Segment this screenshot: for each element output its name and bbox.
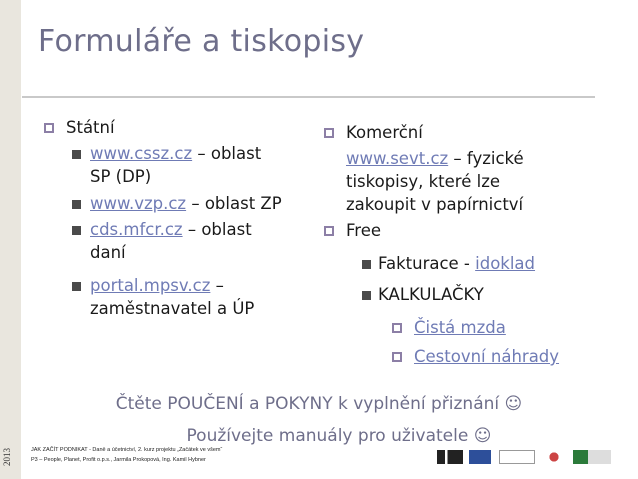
list-item-text: – <box>210 276 224 295</box>
state-heading: Státní <box>66 118 115 137</box>
footer-line-2: P3 – People, Planet, Profit o.p.s., Jarmila Prokopová, Ing. Kamil Hybner <box>31 457 206 463</box>
travel-expenses-link[interactable]: Cestovní náhrady <box>414 347 560 366</box>
commercial-heading: Komerční <box>346 123 423 142</box>
mpsv-link[interactable]: portal.mpsv.cz <box>90 276 211 295</box>
hollow-square-bullet-icon <box>392 352 402 362</box>
slide-title: Formuláře a tiskopisy <box>38 24 365 59</box>
invoicing-text: Fakturace - <box>378 254 476 273</box>
list-item-text: – oblast <box>182 220 252 239</box>
list-item-text-line2: SP (DP) <box>90 167 152 186</box>
list-item-text: – oblast ZP <box>186 194 282 213</box>
year-label: 2013 <box>2 448 12 466</box>
list-item <box>322 252 622 283</box>
list-item-text-line2: daní <box>90 243 126 262</box>
sevt-link[interactable]: www.sevt.cz <box>346 149 449 168</box>
list-item <box>322 283 622 316</box>
free-heading: Free <box>346 221 382 240</box>
filled-square-bullet-icon <box>72 282 81 291</box>
ministry-logo <box>541 450 567 464</box>
idoklad-link[interactable]: idoklad <box>475 254 536 273</box>
notice-read-instructions: Čtěte POUČENÍ a POKYNY k vyplnění přiznání ☺ <box>115 394 523 414</box>
title-divider <box>22 96 595 98</box>
hollow-square-bullet-icon <box>44 123 54 133</box>
calculators-label: KALKULAČKY <box>378 285 484 304</box>
program-logo <box>499 450 535 464</box>
hollow-square-bullet-icon <box>324 226 334 236</box>
list-item <box>322 345 622 371</box>
vzp-link[interactable]: www.vzp.cz <box>90 194 187 213</box>
net-salary-link[interactable]: Čistá mzda <box>414 318 506 337</box>
esf-logo <box>437 450 463 464</box>
filled-square-bullet-icon <box>72 150 81 159</box>
list-item <box>42 192 317 218</box>
commercial-text-line2: tiskopisy, které lze <box>346 172 501 191</box>
list-item-text-line2: zaměstnavatel a ÚP <box>90 299 255 318</box>
cssz-link[interactable]: www.cssz.cz <box>90 144 193 163</box>
filled-square-bullet-icon <box>72 200 81 209</box>
left-column <box>42 116 317 324</box>
notice-use-manuals: Používejte manuály pro uživatele ☺ <box>186 426 492 446</box>
commercial-text: – fyzické <box>448 149 524 168</box>
commercial-text-line3: zakoupit v papírnictví <box>346 195 524 214</box>
cds-mfcr-link[interactable]: cds.mfcr.cz <box>90 220 183 239</box>
footer-line-1: JAK ZAČÍT PODNIKAT - Daně a účetnictví, 2. kurz projektu „Začátek ve všem“ <box>31 447 223 453</box>
right-column <box>322 121 622 371</box>
hollow-square-bullet-icon <box>324 128 334 138</box>
filled-square-bullet-icon <box>72 226 81 235</box>
list-item <box>322 316 622 345</box>
partner-logo <box>573 450 611 464</box>
filled-square-bullet-icon <box>362 291 371 300</box>
eu-flag-logo <box>469 450 491 464</box>
hollow-square-bullet-icon <box>392 323 402 333</box>
list-item <box>42 142 317 192</box>
list-item-text: – oblast <box>192 144 262 163</box>
list-item <box>42 218 317 274</box>
filled-square-bullet-icon <box>362 260 371 269</box>
list-item <box>42 274 317 324</box>
